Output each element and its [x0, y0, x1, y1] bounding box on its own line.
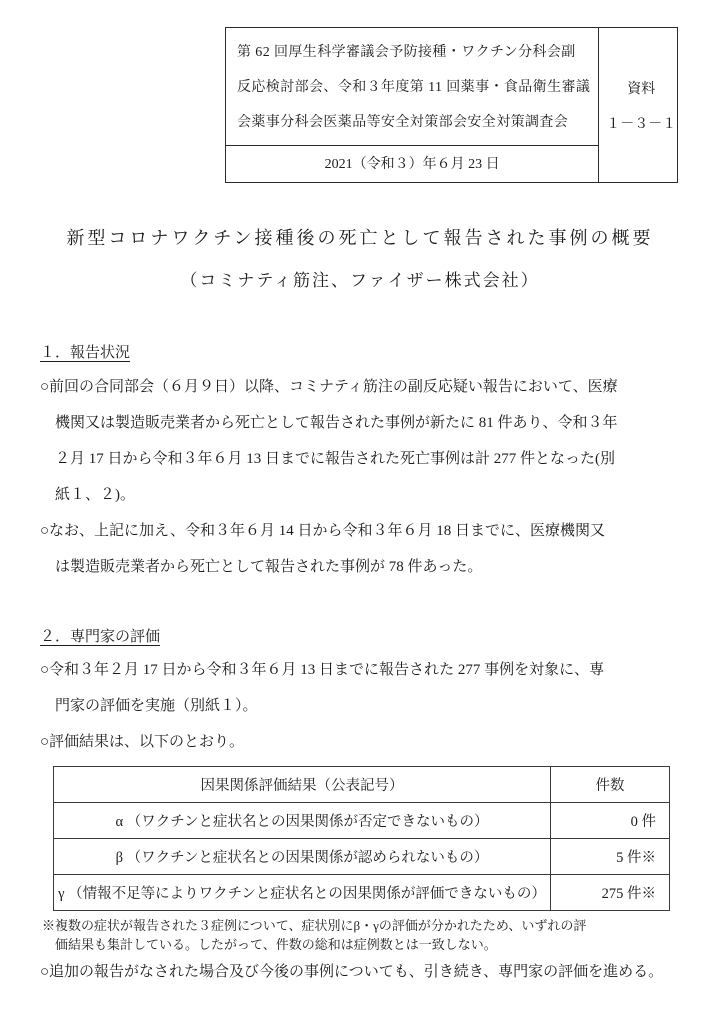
table-row-gamma: [54, 875, 670, 911]
closing-paragraph: ○追加の報告がなされた場合及び今後の事例についても、引き続き、専門家の評価を進める。: [40, 964, 664, 980]
document-number-label: 資料: [627, 81, 656, 97]
paragraph-line: 門家の評価を実施（別紙１）。: [55, 698, 258, 714]
paragraph-line: 機関又は製造販売業者から死亡として報告された事例が新たに 81 件あり、令和３年: [55, 415, 618, 431]
paragraph-line: 紙１、２)。: [55, 487, 135, 503]
table-header-count: 件数: [551, 767, 670, 803]
section-2-paragraph-1: [40, 652, 700, 724]
result-category-cell: γ （情報不足等によりワクチンと症状名との因果関係が評価できないもの）: [54, 875, 551, 911]
document-subtitle: （コミナティ筋注、ファイザー株式会社）: [180, 271, 540, 290]
meeting-date: 2021（令和３）年６月 23 日: [226, 145, 598, 182]
meeting-name-line: 反応検討部会、令和３年度第 11 回薬事・食品衛生審議: [237, 80, 591, 95]
meeting-name-line: 会薬事分科会医薬品等安全対策部会安全対策調査会: [237, 115, 569, 130]
paragraph-line: ○評価結果は、以下のとおり。: [40, 734, 245, 750]
result-category-cell: α （ワクチンと症状名との因果関係が否定できないもの）: [54, 803, 551, 839]
section-2-paragraph-2: [40, 724, 700, 760]
count-cell: 0 件: [551, 803, 670, 839]
table-row-alpha: [54, 803, 670, 839]
paragraph-line: ○なお、上記に加え、令和３年６月 14 日から令和３年６月 18 日までに、医療機関又: [40, 523, 605, 539]
paragraph-line: ○令和３年２月 17 日から令和３年６月 13 日までに報告された 277 事例を対象に、専: [40, 662, 605, 678]
table-row-beta: [54, 839, 670, 875]
result-category-cell: β （ワクチンと症状名との因果関係が認められないもの）: [54, 839, 551, 875]
evaluation-results-table: [53, 766, 670, 911]
table-footnote: [42, 916, 692, 954]
section-1-paragraph-1: [40, 369, 700, 513]
footnote-line: 価結果も集計している。したがって、件数の総和は症例数とは一致しない。: [55, 937, 497, 952]
section-2-heading: ２．専門家の評価: [40, 629, 161, 645]
meeting-name-line: 第 62 回厚生科学審議会予防接種・ワクチン分科会副: [237, 45, 576, 60]
table-header-row: [54, 767, 670, 803]
meeting-info-left: [226, 28, 599, 182]
paragraph-line: ○前回の合同部会（６月９日）以降、コミナティ筋注の副反応疑い報告において、医療: [40, 379, 618, 395]
document-title: 新型コロナワクチン接種後の死亡として報告された事例の概要: [66, 228, 654, 248]
meeting-name: [226, 28, 598, 145]
paragraph-line: ２月 17 日から令和３年６月 13 日までに報告された死亡事例は計 277 件となった(別: [55, 451, 615, 467]
document-number-box: [599, 28, 683, 182]
count-cell: 275 件※: [551, 875, 670, 911]
document-number-value: １－３－１: [606, 116, 677, 132]
section-1-paragraph-2: [40, 513, 700, 585]
footnote-line: ※複数の症状が報告された３症例について、症状別にβ・γの評価が分かれたため、いずれの評: [42, 918, 587, 933]
count-cell: 5 件※: [551, 839, 670, 875]
table-header-result: 因果関係評価結果（公表記号）: [54, 767, 551, 803]
section-1-heading: １．報告状況: [40, 345, 131, 361]
meeting-info-box: [225, 27, 678, 183]
paragraph-line: は製造販売業者から死亡として報告された事例が 78 件あった。: [55, 559, 483, 575]
